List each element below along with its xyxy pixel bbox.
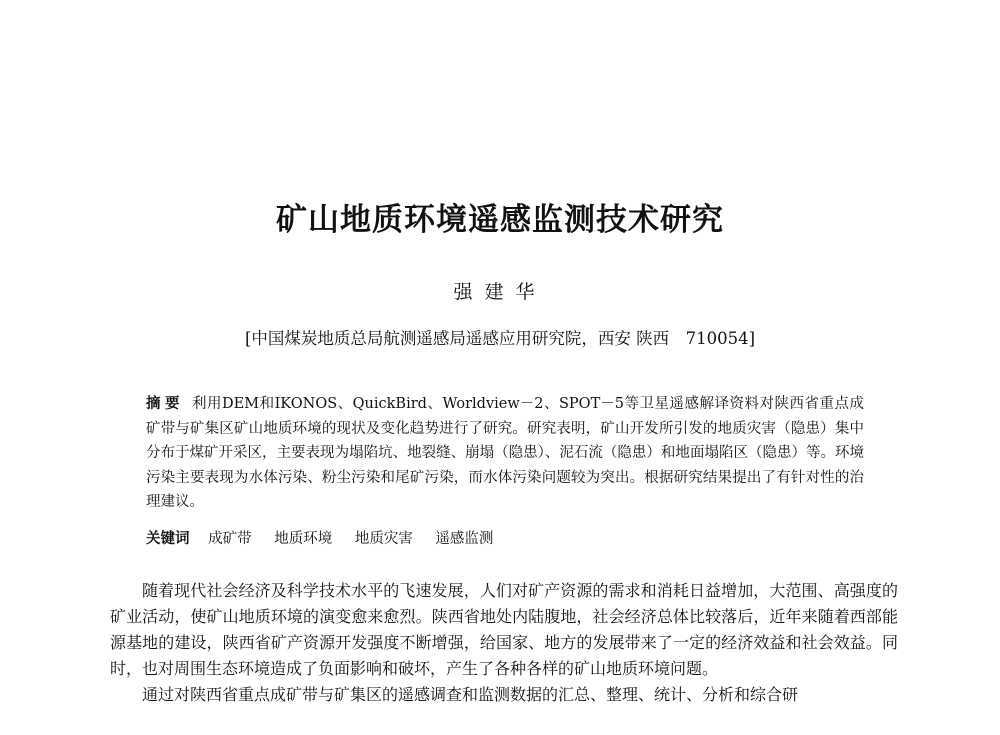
keyword-item: 遥感监测 bbox=[435, 531, 494, 547]
keyword-item: 地质环境 bbox=[274, 531, 333, 547]
abstract-label: 摘要 bbox=[146, 396, 185, 412]
abstract bbox=[146, 392, 864, 515]
abstract-text: 利用DEM和IKONOS、QuickBird、Worldview－2、SPOT－5等卫星遥感解译资料对陕西省重点成矿带与矿集区矿山地质环境的现状及变化趋势进行了研究。研究表明，矿山开发所引发的地质灾害（隐患）集中分布于煤矿开采区，主要表现为塌陷坑、地裂缝、崩塌（隐患）、泥石流（隐患）和地面塌陷区（隐患）等。环境污染主要表现为水体污染、粉尘污染和尾矿污染，而水体污染问题较为突出。根据研究结果提出了有针对性的治理建议。 bbox=[146, 396, 865, 510]
author-affiliation: [中国煤炭地质总局航测遥感局遥感应用研究院，西安 陕西 710054] bbox=[244, 329, 756, 348]
keywords-label: 关键词 bbox=[146, 531, 190, 547]
keywords bbox=[146, 527, 864, 551]
body-paragraph: 通过对陕西省重点成矿带与矿集区的遥感调查和监测数据的汇总、整理、统计、分析和综合研 bbox=[142, 685, 799, 704]
keyword-item: 地质灾害 bbox=[354, 531, 413, 547]
body-text bbox=[110, 578, 898, 708]
paper-title: 矿山地质环境遥感监测技术研究 bbox=[276, 202, 724, 238]
body-paragraph: 随着现代社会经济及科学技术水平的飞速发展，人们对矿产资源的需求和消耗日益增加，大范围、高强度的矿业活动，使矿山地质环境的演变愈来愈烈。陕西省地处内陆腹地，社会经济总体比较落后，近年来随着西部能源基地的建设，陕西省矿产资源开发强度不断增强，给国家、地方的发展带来了一定的经济效益和社会效益。同时，也对周围生态环境造成了负面影响和破坏，产生了各种各样的矿山地质环境问题。 bbox=[110, 581, 898, 678]
author-name: 强建华 bbox=[453, 281, 547, 303]
keyword-item: 成矿带 bbox=[208, 531, 252, 547]
